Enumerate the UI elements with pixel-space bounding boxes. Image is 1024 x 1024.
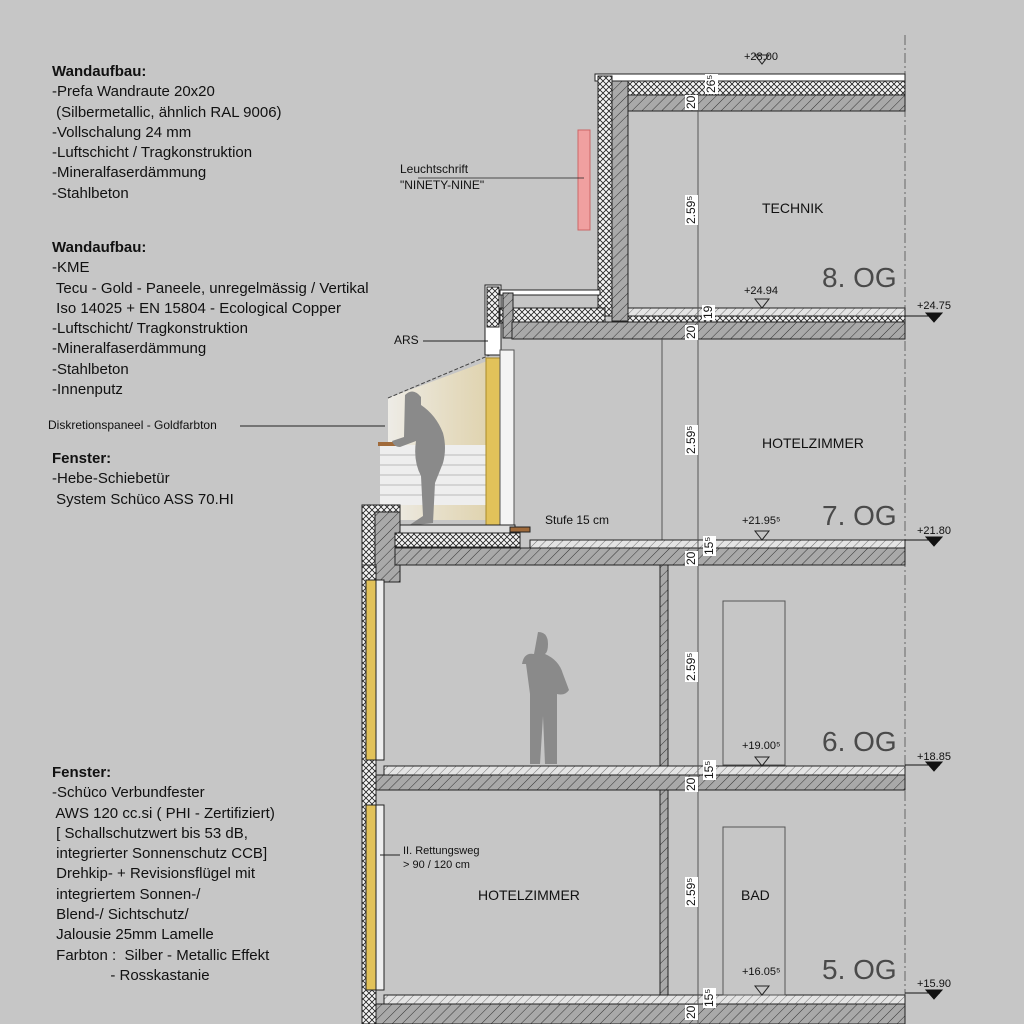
note-line: Drehkip- + Revisionsflügel mit <box>52 865 255 883</box>
escape-route-line: II. Rettungsweg <box>403 845 480 857</box>
note-line: - Rosskastanie <box>52 966 210 984</box>
elevation-finished: +21.95⁵ <box>742 515 781 527</box>
room-hotel-7og: HOTELZIMMER <box>762 435 864 451</box>
escape-route-label <box>403 844 479 872</box>
elevation-finished: +16.05⁵ <box>742 966 781 978</box>
dim-roof-build: 26⁵ <box>704 74 718 93</box>
dim-slab: 20 <box>684 777 698 791</box>
room-hotel-5og: HOTELZIMMER <box>478 887 580 903</box>
sign-label-line: "NINETY-NINE" <box>400 178 485 192</box>
dim-height: 2.59⁵ <box>684 877 698 906</box>
dim-slab: 20 <box>684 1005 698 1019</box>
note-line: AWS 120 cc.si ( PHI - Zertifiziert) <box>52 804 275 822</box>
elevation-structural: +24.75 <box>917 300 951 312</box>
dim-slab: 20 <box>684 551 698 565</box>
ars-label: ARS <box>394 333 419 347</box>
room-bad: BAD <box>741 887 770 903</box>
note-line: -Stahlbeton <box>52 360 129 378</box>
canopy <box>485 285 605 355</box>
note-heading: Fenster: <box>52 764 112 781</box>
note-line: -Schüco Verbundfester <box>52 784 205 802</box>
step-label: Stufe 15 cm <box>545 513 610 527</box>
note-line: integriertem Sonnen-/ <box>52 885 201 903</box>
person-6og <box>522 632 569 764</box>
note-wall-prefa <box>52 62 282 204</box>
escape-route-line: > 90 / 120 cm <box>403 859 470 871</box>
dim-floor: 15⁵ <box>702 760 716 779</box>
note-heading: Wandaufbau: <box>52 63 147 80</box>
illuminated-sign <box>578 130 590 230</box>
note-heading: Wandaufbau: <box>52 239 147 256</box>
slab-6og <box>376 766 905 790</box>
note-wall-tecu <box>52 238 369 400</box>
note-line: -Luftschicht/ Tragkonstruktion <box>52 320 248 338</box>
elevation-structural: +21.80 <box>917 525 951 537</box>
sliding-door <box>500 350 514 525</box>
dim-height: 2.59⁵ <box>684 425 698 454</box>
note-line: Farbton : Silber - Metallic Effekt <box>52 946 270 964</box>
note-line: -Prefa Wandraute 20x20 <box>52 83 215 101</box>
dim-slab: 20 <box>684 95 698 109</box>
floor-label-8og: 8. OG <box>822 262 897 293</box>
dim-floor: 15⁵ <box>702 536 716 555</box>
dim-floor-8og: 19 <box>701 305 715 319</box>
note-line: -Mineralfaserdämmung <box>52 164 207 182</box>
sign-label-line: Leuchtschrift <box>400 162 469 176</box>
slab-5og <box>376 995 905 1024</box>
floor-label-5og: 5. OG <box>822 954 897 985</box>
note-line: -Luftschicht / Tragkonstruktion <box>52 144 253 162</box>
dim-floor: 15⁵ <box>702 988 716 1007</box>
facade <box>362 565 384 1024</box>
interior-wall <box>660 565 668 1024</box>
dim-height: 2.59⁵ <box>684 195 698 224</box>
note-line: -Vollschalung 24 mm <box>52 123 192 141</box>
elevation-structural: +15.90 <box>917 978 951 990</box>
gold-panel-balcony <box>486 358 500 525</box>
note-window-sliding <box>52 449 234 510</box>
note-line: Iso 14025 + EN 15804 - Ecological Copper <box>52 299 341 317</box>
elevation-markers-structural <box>905 313 942 999</box>
floor-label-7og: 7. OG <box>822 500 897 531</box>
elevation-structural: +18.85 <box>917 751 951 763</box>
dim-slab: 20 <box>684 325 698 339</box>
dim-height: 2.59⁵ <box>684 652 698 681</box>
note-line: Tecu - Gold - Paneele, unregelmässig / Vertikal <box>52 279 369 297</box>
note-window-aws <box>52 763 275 986</box>
elevation-finished: +19.00⁵ <box>742 740 781 752</box>
note-line: -Innenputz <box>52 381 123 399</box>
panel-label: Diskretionspaneel - Goldfarbton <box>48 418 217 432</box>
note-line: -Hebe-Schiebetür <box>52 470 170 488</box>
note-line: [ Schallschutzwert bis 53 dB, <box>52 824 248 842</box>
note-line: (Silbermetallic, ähnlich RAL 9006) <box>52 103 282 121</box>
note-line: Jalousie 25mm Lamelle <box>52 926 214 944</box>
elevation-finished: +28.00 <box>744 51 778 63</box>
sign-label <box>400 161 484 193</box>
note-line: Blend-/ Sichtschutz/ <box>52 906 189 924</box>
note-heading: Fenster: <box>52 450 112 467</box>
elevation-finished: +24.94 <box>744 285 778 297</box>
note-line: integrierter Sonnenschutz CCB] <box>52 845 268 863</box>
note-line: -Mineralfaserdämmung <box>52 340 207 358</box>
note-line: System Schüco ASS 70.HI <box>52 490 234 508</box>
room-technik: TECHNIK <box>762 200 824 216</box>
note-line: -Stahlbeton <box>52 184 129 202</box>
floor-label-6og: 6. OG <box>822 726 897 757</box>
note-line: -KME <box>52 259 90 277</box>
